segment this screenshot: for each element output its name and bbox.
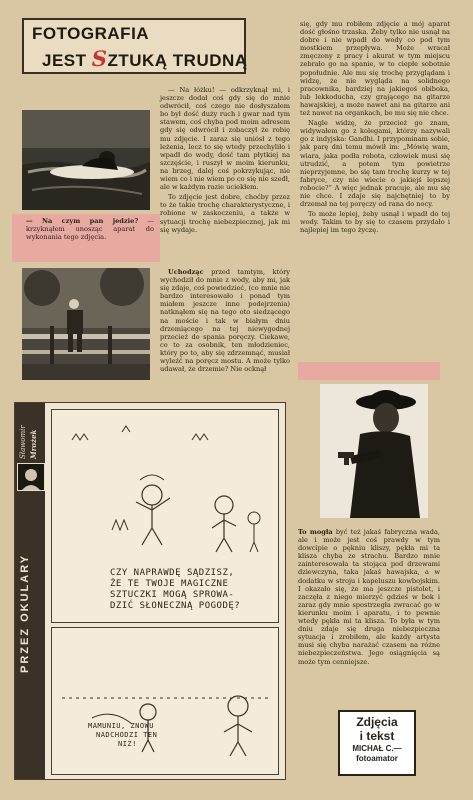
article-col-right-1 (300, 20, 450, 236)
title-line2 (42, 46, 248, 71)
speech2-line1: MAMUNIU, ZNOWU (88, 722, 155, 730)
comic-strip (14, 402, 286, 780)
speech2-line2: NADCHODZI TEN (96, 731, 158, 739)
photo-cowboy-image (320, 384, 428, 518)
article-col-right-2 (298, 528, 440, 668)
credit-line1: Zdjęcia (356, 715, 398, 729)
title-box (22, 18, 246, 74)
photo-swimmer-image (22, 110, 150, 210)
speech1-line1: CZY NAPRAWDĘ SĄDZISZ, (110, 568, 235, 578)
article-col-mid-1 (160, 86, 290, 236)
panel1-drawing (52, 410, 278, 560)
caption1-lead: — Na czym pan jedzie? (26, 217, 139, 225)
title-word-jest: JEST (42, 51, 87, 70)
photo-bridge-image (22, 268, 150, 380)
paragraph: Nagle widzę, że przecież go znam, widywałem go z kolegami, którzy nazywali go z indyjska: Gandhi. I przypominam sobie, jak parę dni temu mówił im: „Mówię wam, wiara, jaka podła robota, człowiek musi się utrudzić, a potem tym powietrze nieprzyjemne, bo się tam trochę kurzy w tej fabryce, czy nie wiecie o jakiejś lepszej robocie?” A więc jednak pracuje, ale mu się nie chce. I zdaje się najchętniej to by drzemał na tej poręczy od rana do nocy. (300, 119, 450, 209)
comic-panel-1 (51, 409, 279, 623)
comic-author-first: Sławomir (19, 425, 27, 459)
caption1-text: — krzyknąłem unosząc aparat do wykonania tego zdjęcia. (26, 217, 154, 241)
paragraph (298, 528, 440, 666)
paragraph: To zdjęcie jest dobre, choćby przez to że takie trochę charakterystyczne, i robione w zaskoczeniu, a także w sytuacji trochę niebezpiecznej, jak mi się wydaje. (160, 193, 290, 234)
panel2-drawing (52, 628, 278, 774)
comic-author-last-wrap (29, 415, 43, 459)
author-portrait-image (18, 464, 44, 490)
speech1-line4: DZIĆ SŁONECZNĄ POGODĘ? (110, 601, 241, 611)
speech1-line3: SZTUCZKI MOGĄ SPROWA- (110, 590, 235, 600)
photo-cowboy (320, 384, 428, 518)
title-word-ztuka: ZTUKĄ (107, 51, 168, 70)
paragraph-text: przed tamtym, który wychodził do mnie z wody, aby mi, jak się zdaje, coś powiedzieć, (co mnie nie bardzo interesowało i ponad tym miałem jeszcze inne podejrzenia) natknąłem się na tego oto siedzącego na moście i tak w białym dniu drzemiącego na tej niewygodnej przecież do spania poręczy. Ciekawe, co to za osobnik, ten młodzieniec, który po to, aby się zdrzemnąć, musiał wyleźć na poręcz mostu. A może tylko udawał, że drzemie? Nie ocknął (160, 268, 290, 374)
speech2-line3: NIŻ! (118, 740, 137, 748)
photo-swimmer (22, 110, 150, 210)
caption1 (26, 217, 154, 241)
paragraph-lead: Uchodząc (168, 268, 204, 276)
credit-box (338, 710, 416, 776)
title-red-s: S (91, 46, 108, 71)
credit-role: fotoamator (356, 754, 398, 763)
credit-author: MICHAŁ C.— (352, 744, 402, 753)
credit-line2: i tekst (359, 729, 395, 743)
paragraph-lead: To mogła (298, 528, 333, 536)
photo-bridge (22, 268, 150, 380)
comic-series-title: PRZEZ OKULARY (19, 553, 31, 673)
speech-bubble-2 (88, 722, 198, 749)
title-word-trudna: TRUDNĄ (172, 51, 248, 70)
speech1-line2: ŻE TE TWOJE MAGICZNE (110, 579, 229, 589)
accent-bar (298, 362, 440, 380)
comic-author-last: Mrożek (29, 429, 38, 459)
comic-author-portrait (17, 463, 45, 491)
paragraph-text: być też jakaś fabrycznа wada, ale i może jest coś prawdy w tym dowcipie o pękniu kliszy, pękła mi ta klisza chyba ze strachu. Bardzo mnie zainteresowała ta stojąca pod drzewami dziewczyna, taka jakaś hawajska, a w dodatku w stroju i kapeluszu kowbojskim. I okazało się, że ma jeszcze pistolet, i zaczęła z niego mierzyć gdzieś w bok i zaraz gdy mnie spostrzegła zwracać go w kierunku moim i aparatu, i to pewnie wtedy pękła mi ta klisza. To była w tym dniu zdaje się druga niebezpieczna sytuacja i zrobiłem, ale każdy artysta musi się chyba narażać czasem na różne niebezpieczeństwa. Jego osiągnięcia są może tym cenniejsze. (298, 528, 440, 666)
paragraph (160, 268, 290, 373)
article-col-mid-2 (160, 268, 290, 375)
speech-bubble-1 (110, 568, 278, 612)
comic-panel-2 (51, 627, 279, 775)
paragraph: To może lepiej, żeby usnął i wpadł do tej wody. Takim to by się to czasem przydało i najlepiej im tego życzę. (300, 210, 450, 235)
title-line1: FOTOGRAFIA (32, 24, 150, 43)
paragraph: się, gdy mu robiłem zdjęcie a mój aparat dość głośno trzaska. Żeby tylko nie usnął na dobre i nie wpadł do wody co pod tym mostkiem przepływa. Może wracał zmęczony z pracy i akurat w tym miejscu zebrało go na spanie, w to ciepłe sobotnie popołudnie. Ale mu się trochę przyglądam i widzę, że nie wygląda na solidnego pracownika, bardziej na jakiegoś obibokа, lub lekkoducha, czy grającego na gitarze hawajskiej, a może nawet ani na gitarze ani też nawet na organkach, bo mu się nie chce. (300, 20, 450, 118)
paragraph: — Na łóżku! — odkrzyknął mi, i jeszcze dodał coś gdy się do mnie odwrócił, coś czego nie dosłyszałem bo był dość duży ruch i gwar nad tym stawem, coś chyba pod moim adresem gdy się odwrócił i zobaczył że robię mu zdjęcie. I zaraz się uniósł z tego leżenia, lecz to się wtedy przechyliło i wpadł do wody, dość tam płytkiej na szczęście, i ruszył w moim kierunku, na brzeg, dalej coś pokrzykując, nie wiem co i nie wiem po co się nie szedł, ale w każdym razie uciekłem. (160, 86, 290, 192)
